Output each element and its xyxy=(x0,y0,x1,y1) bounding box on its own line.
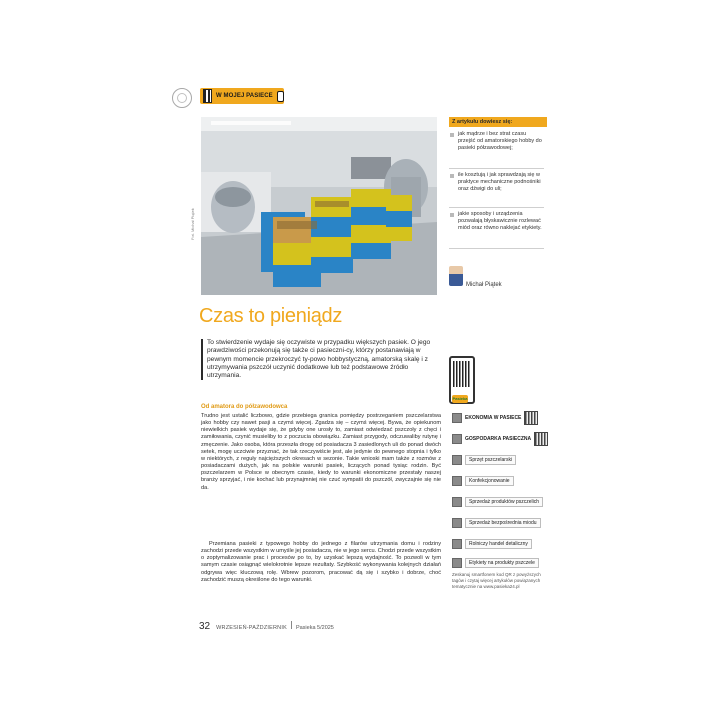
learn-item: jak mądrze i bez strat czasu przejść od amatorskiego hobby do pasieki półzawodowej; xyxy=(449,131,544,152)
learn-item: ile kosztują i jak sprawdzają się w praktyce mechaniczne podnośniki oraz dźwigi do uli; xyxy=(449,172,544,193)
bullet-icon xyxy=(450,133,454,137)
magazine-seal-logo xyxy=(172,88,192,108)
divider xyxy=(449,168,544,169)
bullet-icon xyxy=(450,174,454,178)
qr-tag[interactable]: Sprzedaż bezpośrednia miodu xyxy=(452,516,541,529)
app-logo: Pasieka xyxy=(452,396,468,401)
tag-square-icon xyxy=(452,518,462,528)
author-name: Michał Piątek xyxy=(466,282,502,288)
bullet-icon xyxy=(450,213,454,217)
qr-code-icon xyxy=(453,361,471,387)
tag-square-icon xyxy=(452,455,462,465)
qr-tag[interactable]: Sprzedaż produktów pszczelich xyxy=(452,495,543,508)
article-lead: To stwierdzenie wydaje się oczywiste w przypadku większych pasiek. O jego prawdziwości przekonują się także ci pasieczni-cy, którzy postanawiają w pewnym momencie przekroczyć ty-powo hobbystyczną, amatorską skalę i z utrzymywania pszczół uczynić dodatkowe lub też podstawowe źródło utrzymania. xyxy=(201,339,441,380)
qr-tag[interactable]: Rolniczy handel detaliczny xyxy=(452,537,532,550)
page-number: 32 xyxy=(199,621,211,632)
tag-square-icon xyxy=(452,476,462,486)
scan-note: Zeskanuj smartfonem kod QR z powyższych tagów i czytaj więcej artykułów powiązanych tematycznie na www.pasieka24.pl xyxy=(452,572,541,589)
page-footer xyxy=(199,621,334,632)
section-tag xyxy=(200,88,284,104)
article-title: Czas to pieniądz xyxy=(199,305,343,327)
qr-code-icon xyxy=(534,432,548,446)
tag-square-icon xyxy=(452,413,462,423)
divider xyxy=(449,248,544,249)
qr-tag[interactable]: GOSPODARKA PASIECZNA xyxy=(452,432,548,445)
article-paragraph: Trudno jest ustalić liczbowo, gdzie przebiega granica pomiędzy postrzeganiem pszczelarstwa jako hobby czy nawet pasji a czymś więcej. Zgadza się – czymś więcej. Bywa, że opiekunom niewielkich pasiek wydaje się, że gdyby one urosły to, zamiast odwiedzać pszczoły z chęci i zamiłowania, czynić musieliby to z poczucia obowiązku. Zamiast przygody, odczuwaliby rutynę i zmęczenie. Jako osoba, która przeszła drogę od posiadacza 3 zasiedlonych uli do ponad dwóch setek, mogę uczciwie przyznać, że tak rzeczywiście jest, ale jedynie do pewnego stopnia i tylko w niektórych, z reguły najcięższych okresach w sezonie. Takie wnioski mam także z rozmów z posiadaczami dużych, jak na polskie warunki pasiek, liczących ponad tysiąc rodzin. Być pszczelarzem w Polsce w obecnym czasie, kiedy to warunki ekonomiczne przestały naszej branży sprzyjać, i nie kochać lub przynajmniej nie czuć sympatii do pszczół, zwyczajnie się nie da. xyxy=(201,413,441,491)
magazine-issue: Pasieka 5/2025 xyxy=(295,625,334,631)
qr-code-icon xyxy=(203,89,212,103)
learn-item: jakie sposoby i urządzenia pozwalają błyskawicznie rozlewać miód oraz równo naklejać etykiety. xyxy=(449,211,544,232)
qr-tag[interactable]: Etykiety na produkty pszczele xyxy=(452,556,539,569)
article-subheading: Od amatora do półzawodowca xyxy=(201,404,288,410)
qr-code-icon xyxy=(524,411,538,425)
tag-square-icon xyxy=(452,558,462,568)
qr-tag[interactable]: Konfekcjonowanie xyxy=(452,474,514,487)
learn-box-title: Z artykułu dowiesz się: xyxy=(449,117,547,127)
tag-square-icon xyxy=(452,539,462,549)
author-avatar xyxy=(449,266,463,286)
section-label: W MOJEJ PASIECE xyxy=(216,93,273,99)
honey-extraction-room-image xyxy=(201,117,437,295)
article-photo xyxy=(201,117,437,295)
divider xyxy=(291,621,292,629)
divider xyxy=(449,207,544,208)
issue-month: WRZESIEŃ-PAŹDZIERNIK xyxy=(216,625,287,631)
photo-credit: Fot. Michał Piątek xyxy=(190,208,195,240)
tablet-icon xyxy=(277,91,284,102)
article-paragraph: Przemiana pasieki z typowego hobby do jednego z filarów utrzymania domu i rodziny zachodzi przede wszystkim w umyśle jej posiadacza, nie w jego sercu. Chodzi przede wszystkim o zoptymalizowanie prac i procesów po to, by uzyskać lepszą wydajność. To pozwoli w tym samym czasie osiągnąć wielokrotnie lepsze rezultaty. Szybkość wykonywania kolejnych działań odgrywa więc kluczową rolę. Wbrew pozorom, pracować dą się i szybko i dobrze, choć zachodzić muszą określone do tego warunki. xyxy=(201,541,441,583)
tag-square-icon xyxy=(452,497,462,507)
qr-tag[interactable]: Sprzęt pszczelarski xyxy=(452,453,516,466)
qr-tag[interactable]: EKONOMIA W PASIECE xyxy=(452,411,538,424)
tag-square-icon xyxy=(452,434,462,444)
